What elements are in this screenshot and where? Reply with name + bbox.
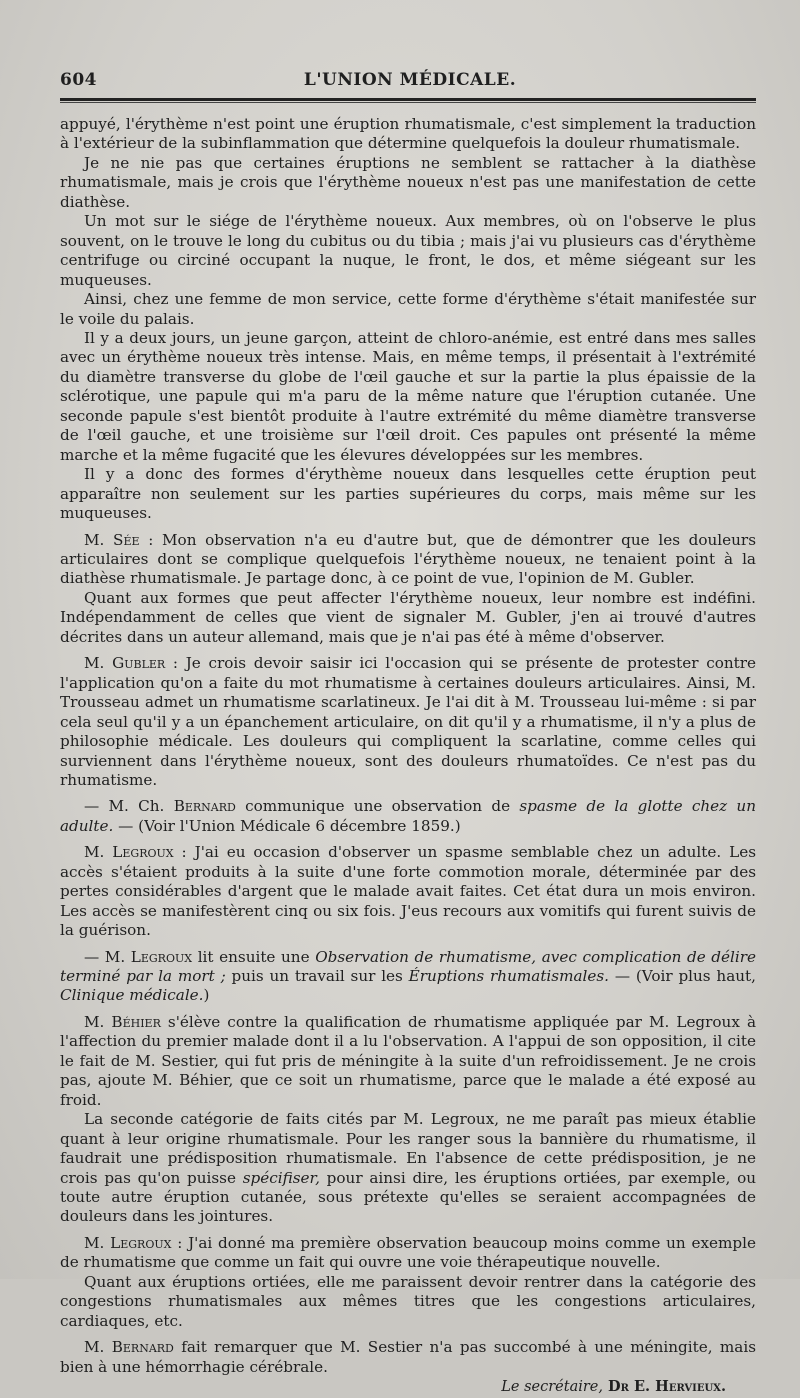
paragraph [60,589,756,647]
paragraph [60,212,756,290]
italic-text: Observation de rhumatisme, avec complication de délire terminé par la mort ; [60,947,756,986]
paragraph [60,797,756,836]
paragraph-text: Il y a deux jours, un jeune garçon, atteint de chloro-anémie, est entré dans mes salles avec un érythème noueux très intense. Mais, en même temps, il présentait à l'extrémité du diamètre transverse du globe de l'œil gauche et sur la partie la plus épaissie de la sclérotique, une papule qui m'a paru de la même nature que l'éruption cutanée. Une seconde papule s'est bientôt produite à l'autre extrémité du même diamètre transverse de l'œil gauche, et une troisième sur l'œil droit. Ces papules ont présenté la même marche et la même fugacité que les élevures développées sur les membres. [60,328,756,464]
header-rule [60,98,756,103]
paragraph [60,154,756,212]
paragraph [60,843,756,940]
italic-text: spécifiser, [242,1168,320,1187]
paragraph-text: fait remarquer que M. Sestier n'a pas succombé à une méningite, mais bien à une hémorrhagie cérébrale. [60,1338,756,1376]
paragraph-text: appuyé, l'érythème n'est point une éruption rhumatismale, c'est simplement la traduction à l'extérieur de la subinflammation que détermine quelquefois la douleur rhumatismale. [60,115,756,153]
paragraph-prefix: M. [84,1012,112,1031]
paragraph-prefix: — M. [84,947,131,966]
italic-text: spasme de la glotte chez un adulte. [60,797,756,835]
paragraph [60,290,756,329]
paragraph [60,1273,756,1331]
paragraph-text: La seconde catégorie de faits cités par M. Legroux, ne me paraît pas mieux établie quant à leur origine rhumatismale. Pour les ranger sous la bannière du rhumatisme, il faudrait une prédisposition rhumatismale. En l'absence de cette prédisposition, je ne crois pas qu'on puisse [60,1110,756,1187]
italic-text: Clinique médicale. [60,986,204,1005]
article-body [60,115,756,1398]
signature-name: Dr E. Hervieux. [603,1378,726,1396]
italic-text: Éruptions rhumatismales. [408,967,609,986]
paragraph-text: Quant aux éruptions ortiées, elle me paraissent devoir rentrer dans la catégorie des congestions rhumatismales aux mêmes titres que les congestions articulaires, cardiaques, etc. [60,1272,756,1330]
paragraph [60,1234,756,1273]
paragraph-text: pour ainsi dire, les éruptions ortiées, par exemple, ou toute autre éruption cutanée, sous prétexte qu'elles se seraient accompagnées de douleurs dans les jointures. [60,1168,757,1226]
paragraph-text: s'élève contre la qualification de rhumatisme appliquée par M. Legroux à l'affection du premier malade dont il a lu l'observation. A l'appui de son opposition, il cite le fait de M. Sestier, qui fut pris de méningite à la suite d'un refroidissement. Je ne crois pas, ajoute M. Béhier, que ce soit un rhumatisme, parce que le malade a été exposé au froid. [60,1012,756,1109]
paragraph [60,1110,756,1227]
paragraph-text: Il y a donc des formes d'érythème noueux dans lesquelles cette éruption peut apparaître non seulement sur les parties supérieures du corps, mais même sur les muqueuses. [60,465,756,523]
paragraph [60,654,756,790]
speaker-name: M. Sée : [84,530,154,549]
speaker-name: M. Legroux : [84,1233,183,1252]
paragraph [60,115,756,154]
paragraph [60,1338,756,1377]
paragraph-text: Je crois devoir saisir ici l'occasion qui se présente de protester contre l'application qu'on a faite du mot rhumatisme à certaines douleurs articulaires. Ainsi, M. Trousseau admet un rhumatisme scarlatineux. Je l'ai dit à M. Trousseau lui-même : si par cela seul qu'il y a un épanchement articulaire, on dit qu'il y a rhumatisme, il n'y a plus de philosophie médicale. Les douleurs qui compliquent la scarlatine, comme celles qui surviennent dans l'érythème noueux, sont des douleurs rhumatoïdes. Ce n'est pas du rhumatisme. [60,654,756,789]
paragraph-text: — (Voir l'Union Médicale 6 décembre 1859.) [113,816,461,835]
paragraph [60,531,756,589]
paragraph [60,329,756,465]
paragraph-text: ) [203,986,210,1005]
paragraph-text: — (Voir plus haut, [609,967,756,986]
speaker-name: M. Legroux : [84,843,187,862]
signature-role: Le secrétaire, [501,1379,603,1396]
speaker-name: Bernard [111,1338,174,1357]
paragraph-text: Je ne nie pas que certaines éruptions ne semblent se rattacher à la diathèse rhumatismale, mais je crois que l'érythème noueux n'est pas une manifestation de cette diathèse. [60,153,756,211]
paragraph-text: J'ai donné ma première observation beaucoup moins comme un exemple de rhumatisme que comme un fait qui ouvre une voie thérapeutique nouvelle. [60,1233,756,1272]
speaker-name: Béhier [111,1012,161,1031]
paragraph-text: puis un travail sur les [225,967,409,986]
paragraph [60,948,756,1006]
paragraph-text: Ainsi, chez une femme de mon service, cette forme d'érythème s'était manifestée sur le voile du palais. [60,290,756,328]
paragraph [60,1013,756,1110]
paragraph-prefix: — M. Ch. [84,797,174,816]
signature [60,1377,756,1397]
speaker-name: Bernard [173,797,236,816]
page-number: 604 [60,70,97,90]
paragraph-text: communique une observation de [235,797,520,816]
paragraph-text: Mon observation n'a eu d'autre but, que de démontrer que les douleurs articulaires dont se complique quelquefois l'érythème noueux, ne tenaient point à la diathèse rhumatismale. Je partage donc, à ce point de vue, l'opinion de M. Gubler. [60,530,756,588]
paragraph-text: Un mot sur le siége de l'érythème noueux. Aux membres, où on l'observe le plus souvent, on le trouve le long du cubitus ou du tibia ; mais j'ai vu plusieurs cas d'érythème centrifuge ou circiné occupant la nuque, le front, le dos, et même siégeant sur les muqueuses. [60,212,756,289]
journal-title: L'UNION MÉDICALE. [303,70,517,90]
page-header [60,70,760,96]
paragraph-text: Quant aux formes que peut affecter l'érythème noueux, leur nombre est indéfini. Indépendamment de celles que vient de signaler M. Gubler, j'en ai trouvé d'autres décrites dans un auteur allemand, mais que je n'ai pas été à même d'observer. [60,588,756,646]
paragraph-text: J'ai eu occasion d'observer un spasme semblable chez un adulte. Les accès s'étaient produits à la suite d'une forte commotion morale, déterminée par des pertes considérables d'argent que le malade avait faites. Cet état dura un mois environ. Les accès se manifestèrent cinq ou six fois. J'eus recours aux vomitifs qui furent suivis de la guérison. [60,843,756,940]
paragraph-text: lit ensuite une [192,947,316,966]
paragraph [60,465,756,523]
paragraph-prefix: M. [84,1338,112,1357]
speaker-name: Legroux [130,947,193,966]
speaker-name: M. Gubler : [84,654,179,673]
